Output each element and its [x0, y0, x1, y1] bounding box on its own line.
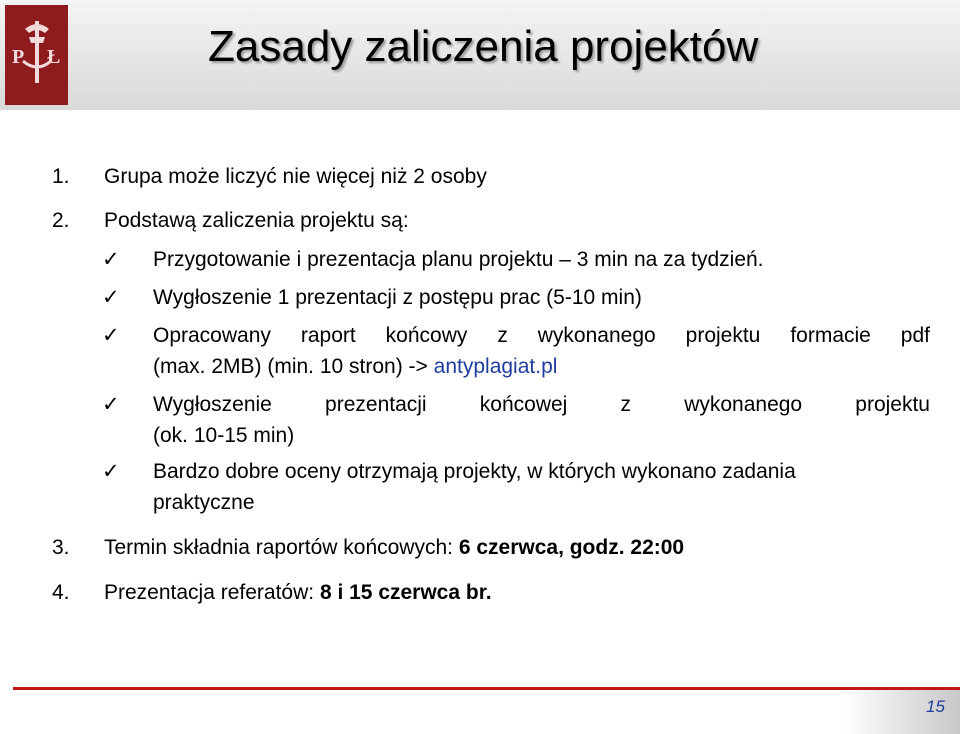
logo-letter-left: P	[11, 46, 24, 68]
list-number: 3.	[52, 536, 70, 559]
page-title: Zasady zaliczenia projektów	[208, 22, 759, 71]
list-number: 4.	[52, 581, 70, 604]
checkmark-icon: ✓	[102, 393, 120, 416]
deadline-date: 6 czerwca, godz. 22:00	[458, 536, 685, 559]
sublist-item-text: Wygłoszenie 1 prezentacji z postępu prac (5-10 min)	[153, 286, 642, 309]
checkmark-icon: ✓	[102, 248, 120, 271]
footer-rule	[13, 687, 960, 690]
antyplagiat-link[interactable]: antyplagiat.pl	[433, 355, 558, 378]
presentation-dates: 8 i 15 czerwca br.	[319, 581, 492, 604]
sublist-item-text-line1: Opracowany raport końcowy z wykonanego projektu formacie pdf	[153, 324, 930, 347]
sublist-item-text-line1: Wygłoszenie prezentacji końcowej z wykonanego projektu	[153, 393, 930, 416]
list-item-text: Podstawą zaliczenia projektu są:	[104, 209, 409, 232]
sublist-item-text: Przygotowanie i prezentacja planu projektu – 3 min na za tydzień.	[153, 248, 764, 271]
logo-letter-right: Ł	[46, 46, 60, 68]
list-number: 2.	[52, 209, 70, 232]
list-item-text: Grupa może liczyć nie więcej niż 2 osoby	[104, 165, 487, 188]
sublist-item-text-line1: Bardzo dobre oceny otrzymają projekty, w których wykonano zadania	[153, 460, 796, 483]
checkmark-icon: ✓	[102, 324, 120, 347]
checkmark-icon: ✓	[102, 286, 120, 309]
checkmark-icon: ✓	[102, 460, 120, 483]
sublist-item-text-line2: praktyczne	[153, 491, 255, 514]
sublist-item-text-line2: (max. 2MB) (min. 10 stron) -> antyplagiat.pl	[153, 355, 558, 378]
sublist-item-text-line2: (ok. 10-15 min)	[153, 424, 295, 447]
list-item-text: Prezentacja referatów: 8 i 15 czerwca br.	[104, 581, 492, 604]
page-number: 15	[926, 697, 945, 716]
list-number: 1.	[52, 165, 70, 188]
list-item-text: Termin składnia raportów końcowych: 6 czerwca, godz. 22:00	[104, 536, 685, 559]
